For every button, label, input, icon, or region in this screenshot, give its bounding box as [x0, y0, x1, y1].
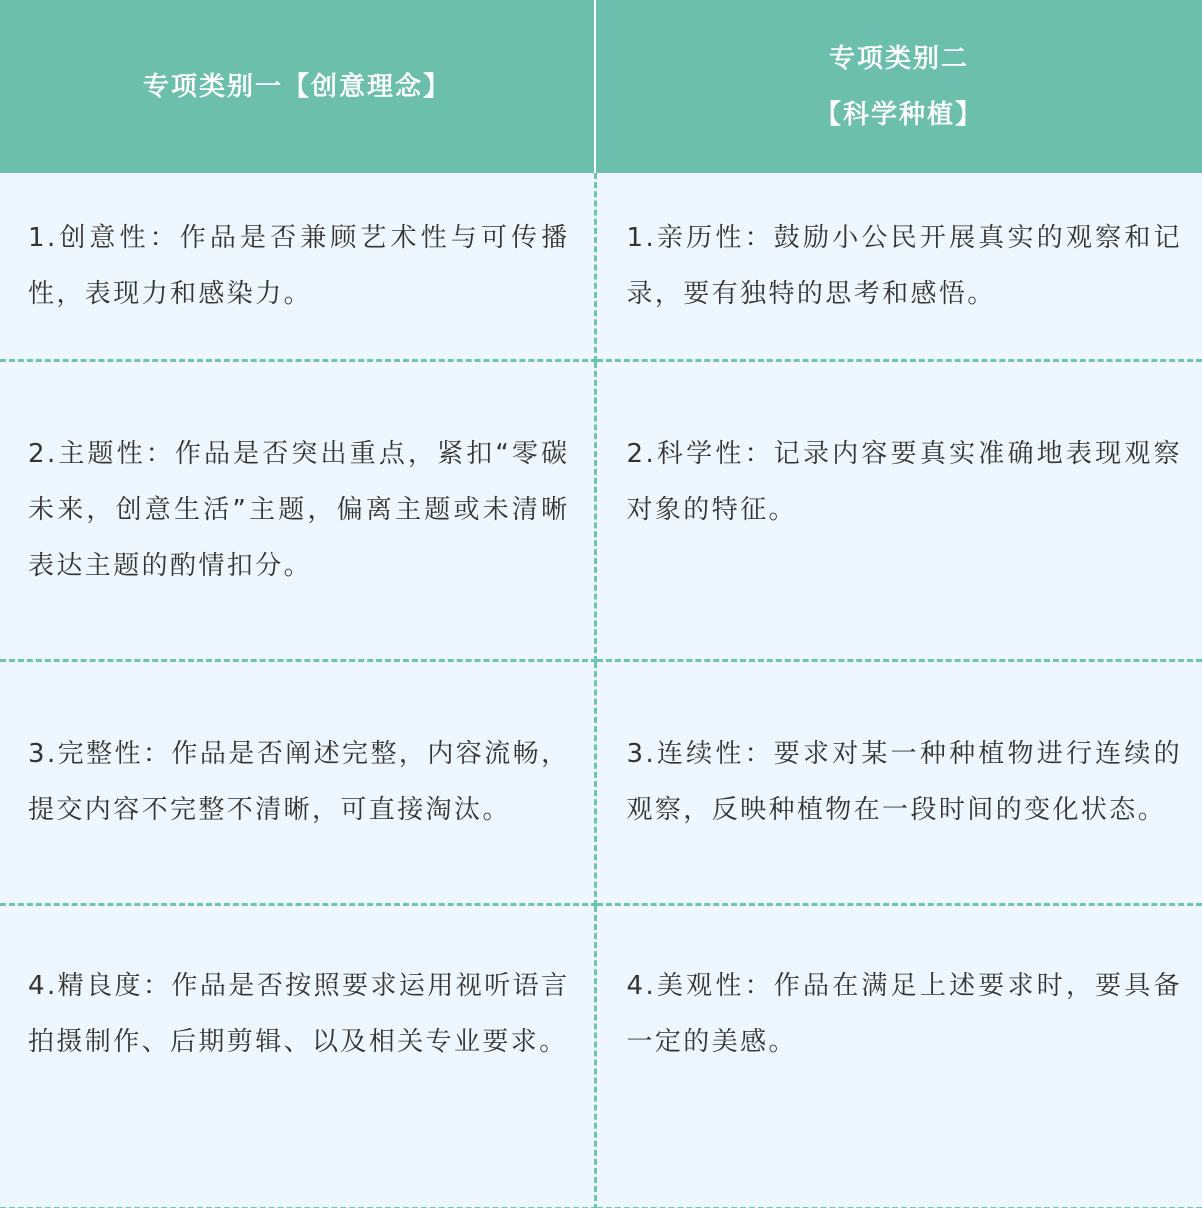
header-category-two [595, 0, 1202, 173]
criterion-cell-right [595, 660, 1202, 904]
criterion-cell-left [0, 904, 595, 1208]
criterion-cell-right [595, 360, 1202, 660]
table-row [0, 360, 1202, 660]
criterion-text-wrap [627, 426, 1183, 538]
criterion-text: 2.科学性：记录内容要真实准确地表现观察对象的特征。 [626, 439, 1182, 525]
header-row [0, 0, 1202, 173]
criterion-cell-left [0, 173, 595, 360]
criterion-cell-right [595, 173, 1202, 360]
criterion-text-wrap [627, 958, 1183, 1070]
criterion-cell-left [0, 360, 595, 660]
criterion-text-wrap [28, 958, 570, 1070]
header-category-one [0, 0, 595, 173]
criterion-cell-left [0, 660, 595, 904]
header-category-two-subtitle: 【科学种植】 [814, 99, 983, 130]
criterion-text: 1.创意性：作品是否兼顾艺术性与可传播性，表现力和感染力。 [28, 222, 570, 309]
criterion-cell-right [595, 904, 1202, 1208]
criterion-text: 3.完整性：作品是否阐述完整，内容流畅，提交内容不完整不清晰，可直接淘汰。 [28, 739, 570, 825]
criterion-text: 2.主题性：作品是否突出重点，紧扣“零碳未来，创意生活”主题，偏离主题或未清晰表达主题的酌情扣分。 [28, 439, 570, 581]
criterion-text: 3.连续性：要求对某一种种植物进行连续的观察，反映种植物在一段时间的变化状态。 [626, 739, 1182, 825]
table-row [0, 173, 1202, 360]
header-category-two-title: 专项类别二 [828, 43, 969, 74]
criterion-text: 4.美观性：作品在满足上述要求时，要具备一定的美感。 [626, 971, 1182, 1057]
table-row [0, 660, 1202, 904]
table-row [0, 904, 1202, 1208]
criterion-text: 1.亲历性：鼓励小公民开展真实的观察和记录，要有独特的思考和感悟。 [626, 222, 1182, 309]
criterion-text: 4.精良度：作品是否按照要求运用视听语言拍摄制作、后期剪辑、以及相关专业要求。 [28, 971, 570, 1057]
header-category-one-title: 专项类别一【创意理念】 [142, 71, 451, 102]
